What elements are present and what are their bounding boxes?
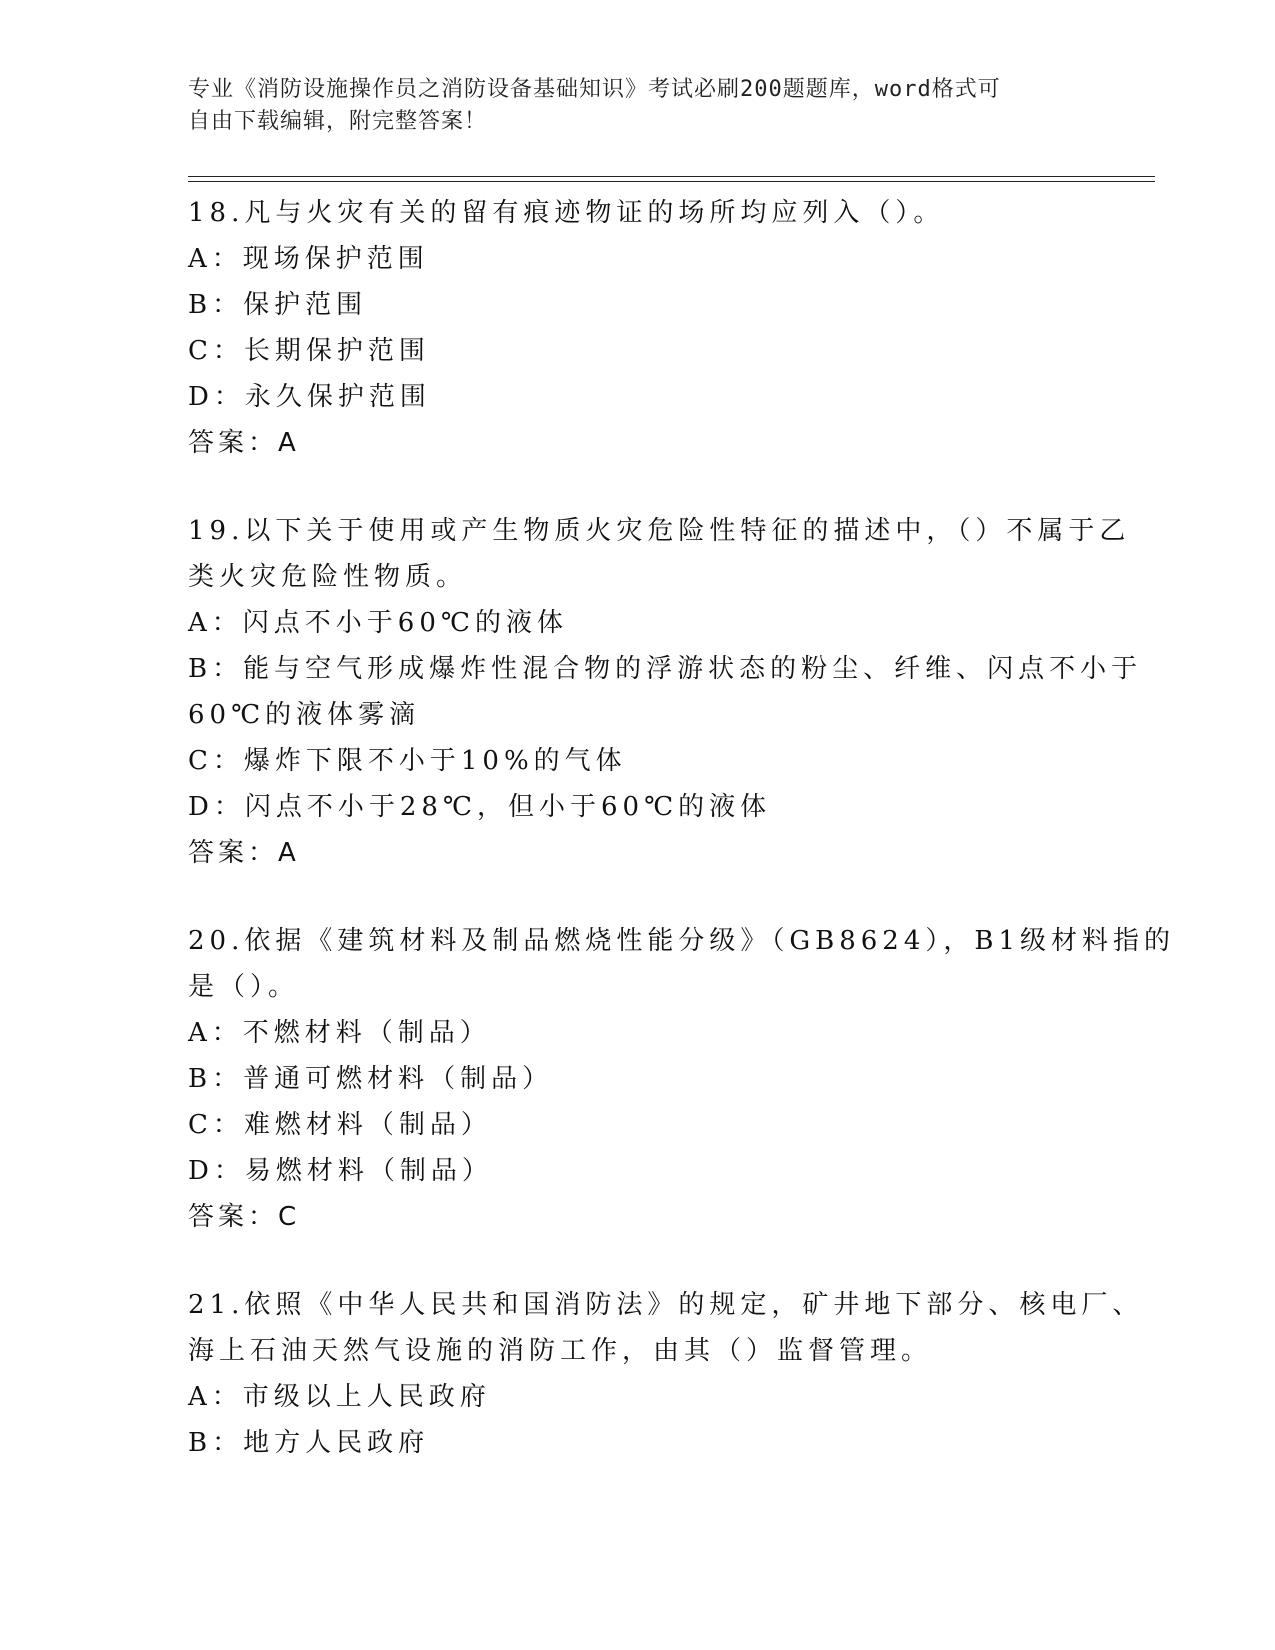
question-stem: 20.依据《建筑材料及制品燃烧性能分级》（GB8624），B1级材料指的 xyxy=(188,926,1176,956)
option-b: B：保护范围 xyxy=(188,290,368,320)
option-a: A：闪点不小于60℃的液体 xyxy=(188,608,568,638)
option-c: C：难燃材料（制品） xyxy=(188,1110,492,1140)
question-spacer xyxy=(188,876,1088,918)
header-divider-top xyxy=(188,176,1155,177)
header-line-1: 专业《消防设施操作员之消防设备基础知识》考试必刷200题题库，word格式可 xyxy=(188,77,1001,102)
question-block xyxy=(188,508,1143,876)
question-block xyxy=(188,918,1176,1240)
question-stem: 21.依照《中华人民共和国消防法》的规定，矿井地下部分、核电厂、 xyxy=(188,1290,1144,1320)
answer-line: 答案：C xyxy=(188,1202,301,1232)
question-stem-continued: 类火灾危险性物质。 xyxy=(188,562,468,592)
option-d: D：永久保护范围 xyxy=(188,382,431,412)
answer-line: 答案：A xyxy=(188,838,300,868)
question-stem: 18.凡与火灾有关的留有痕迹物证的场所均应列入（）。 xyxy=(188,198,945,228)
answer-line: 答案：A xyxy=(188,428,300,458)
option-d: D：易燃材料（制品） xyxy=(188,1156,493,1186)
option-b: B：普通可燃材料（制品） xyxy=(188,1064,554,1094)
question-block xyxy=(188,1282,1144,1466)
option-c: C：长期保护范围 xyxy=(188,336,430,366)
option-b: B：地方人民政府 xyxy=(188,1428,430,1458)
option-c: C：爆炸下限不小于10%的气体 xyxy=(188,746,627,776)
option-b-continued: 60℃的液体雾滴 xyxy=(188,700,421,730)
option-a: A：现场保护范围 xyxy=(188,244,429,274)
question-spacer xyxy=(188,1240,1088,1282)
question-list xyxy=(188,190,1176,1466)
question-spacer xyxy=(188,466,1088,508)
option-a: A：不燃材料（制品） xyxy=(188,1018,491,1048)
question-block xyxy=(188,190,1088,466)
document-header xyxy=(188,74,1068,138)
question-stem-continued: 是（）。 xyxy=(188,972,300,1002)
question-stem-continued: 海上石油天然气设施的消防工作，由其（）监督管理。 xyxy=(188,1336,933,1366)
option-a: A：市级以上人民政府 xyxy=(188,1382,491,1412)
option-b: B：能与空气形成爆炸性混合物的浮游状态的粉尘、纤维、闪点不小于 xyxy=(188,654,1143,684)
question-stem: 19.以下关于使用或产生物质火灾危险性特征的描述中，（）不属于乙 xyxy=(188,516,1131,546)
header-line-2: 自由下载编辑，附完整答案！ xyxy=(188,109,488,134)
header-divider-bottom xyxy=(188,181,1155,182)
option-d: D：闪点不小于28℃，但小于60℃的液体 xyxy=(188,792,772,822)
